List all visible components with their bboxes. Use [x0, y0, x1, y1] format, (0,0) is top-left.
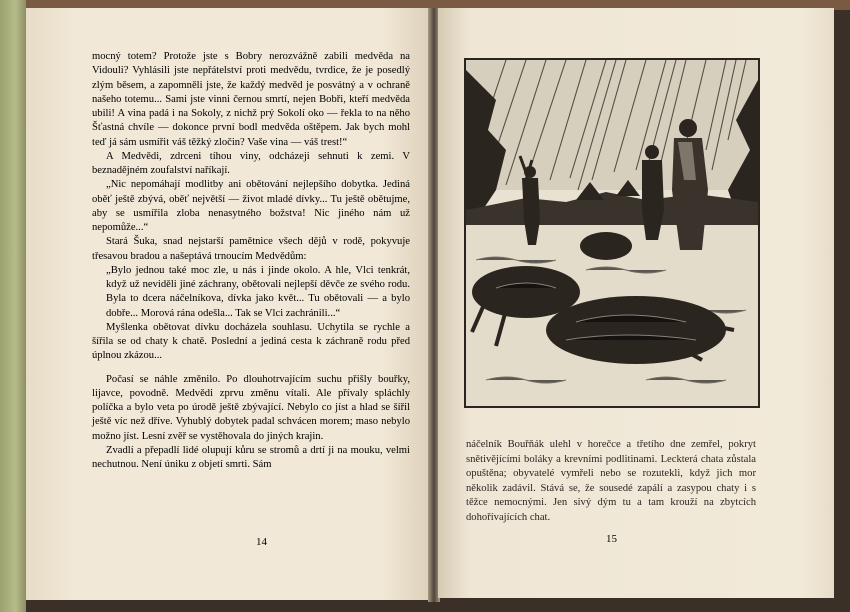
woodcut-illustration [464, 58, 760, 408]
paragraph: „Nic nepomáhají modlitby ani obětování nejlepšího dobytka. Jediná oběť ještě zbývá, oběť největší — život mladé dívky... Tu ještě obětujme, aby se usmířila zloba nenasytného božstva! Nic jiného nám už nepomůže...“ [92, 179, 410, 233]
book-cover-green [0, 0, 26, 612]
illustration-drawing [466, 60, 758, 406]
paragraph: Počasí se náhle změnilo. Po dlouhotrvajícím suchu přišly bouřky, lijavce, povodně. Medvědi zprvu změnu vítali. Ale přívaly spláchly políčka a bylo veta po úrodě ještě zbývající. Nebylo co jíst a hlad se šířil ještě víc než dříve. Vyhublý dobytek padal schvácen morem; maso nebylo možno jíst. Lesní zvěř se vystěhovala do jiných krajin. [92, 373, 410, 442]
section-gap [92, 364, 410, 373]
paragraph: mocný totem? Protože jste s Bobry nerozvážně zabili medvěda na Vidouli? Vyhlásili jste nepřátelství proti medvědu, tvrdice, že je posedlý zlým běsem, a zapomněli jste, že každý medvěd je posvátný a v ochraně našeho totemu... Sami jste vinni černou smrtí, nejen Bobři, kteří medvěda ubili! A vina padá i na Sokoly, z nichž prý Sokolí oko — řekla to na něho Šťastná chvíle — dokonce první bodl medvěda oštěpem. Jak bych mohl teď já sám usmířit váš těžký zločin? Vaše vina — váš trest!“ [92, 51, 410, 148]
page-number-left: 14 [256, 536, 267, 548]
left-page-text [92, 50, 410, 472]
quote-paragraph: „Bylo jednou také moc zle, u nás i jinde okolo. A hle, Vlci tenkrát, když už neviděli jiné záchrany, obětovali nejlepší děvče ze svého rodu. Byla to dcera náčelníkova, dívka jako květ... Tu obětovali — a bylo dobře... Morová rána odešla... Tak se Vlci zachránili...“ [106, 264, 410, 319]
right-page-text [466, 438, 756, 525]
paragraph: A Medvědi, zdrceni tíhou viny, odcházeji sehnuti k zemi. V beznadějném zoufalství naříkají. [92, 150, 410, 176]
paragraph: náčelník Bouřňák ulehl v horečce a třetího dne zemřel, pokryt snětivějícími boláky a krevními podlitinami. Leckterá chata zůstala opuštěna; obyvatelé vymřeli nebo se rozutekli, když jich mor několik zadávil. Stává se, že sousedé zapálí a zasypou chaty i s těžce nemocnými. Jen sivý dým tu a tam krouží na zbytcích dohořívajících chat. [466, 439, 756, 523]
paragraph: Stará Šuka, snad nejstarší pamětnice všech dějů v rodě, pokyvuje třesavou bradou a našeptává trnoucím Medvědům: [92, 236, 410, 262]
paragraph: Myšlenka obětovat dívku docházela souhlasu. Uchytila se rychle a šířila se od chaty k chatě. Poslední a jediná cesta k záchraně rodu před úplnou zkázou... [92, 321, 410, 362]
paragraph: Zvadlí a přepadlí lidé olupují kůru se stromů a drtí ji na mouku, velmi nechutnou. Není úniku z objetí smrti. Sám [92, 444, 410, 470]
page-number-right: 15 [606, 533, 617, 545]
